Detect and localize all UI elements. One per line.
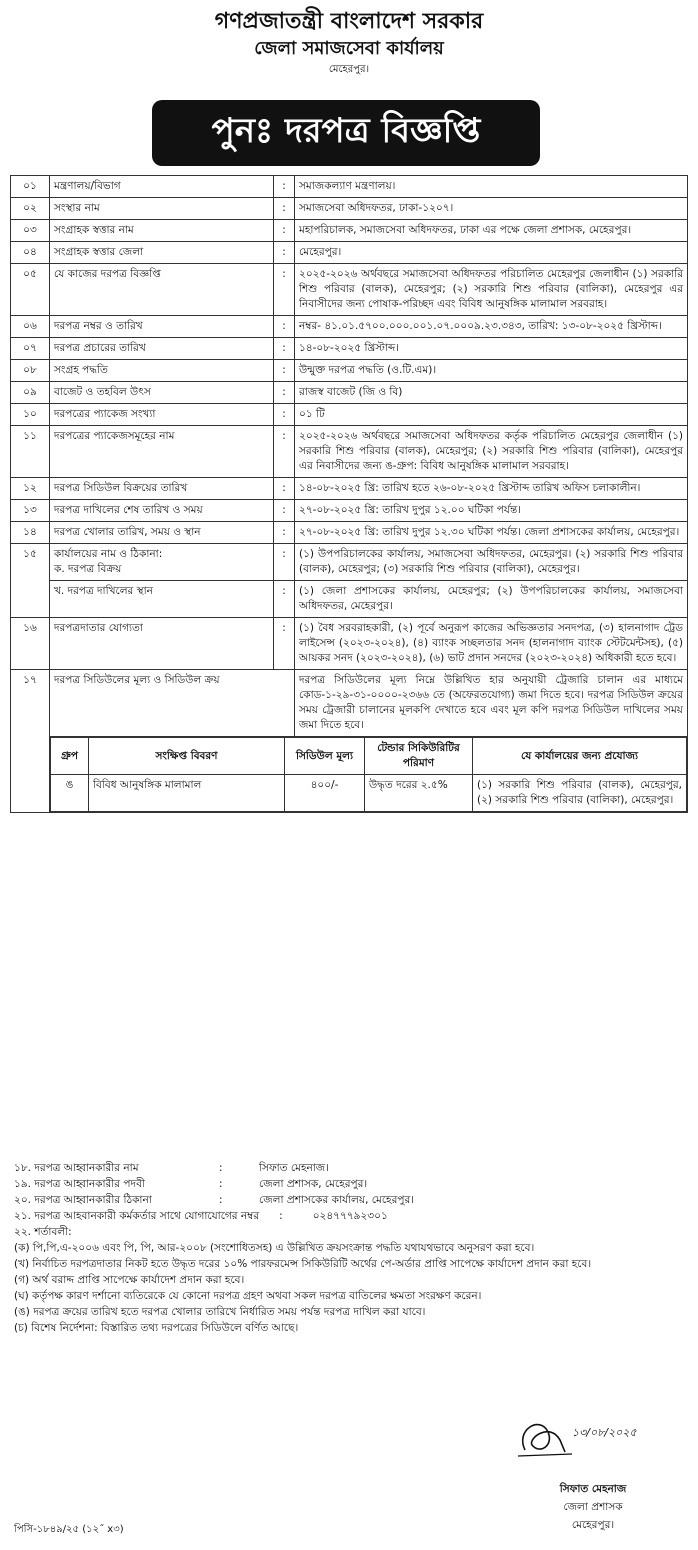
contact-line-c: : xyxy=(219,1178,223,1190)
table-row xyxy=(11,360,688,382)
table-row xyxy=(11,500,688,522)
contact-number-label: ২১. দরপত্র আহবানকারী কর্মকর্তার সাথে যোগাযোগের নম্বর xyxy=(14,1210,260,1222)
condition-item: (খ) নির্বাচিত দরপত্রদাতার নিকট হতে উদ্ধৃত দরের ১০% পারফরমেন্স সিকিউরিটি অর্থের পে-অর্ডার প্রাপ্তি সাপেক্ষে কার্যাদেশ প্রদান করা হবে। xyxy=(14,1258,592,1270)
table-row xyxy=(11,426,688,478)
schedule-cell: ঙ xyxy=(51,775,89,812)
contact-line-v: জেলা প্রশাসক, মেহেরপুর। xyxy=(259,1178,368,1190)
row-value: সমাজসেবা অধিদফতর, ঢাকা-১২০৭। xyxy=(295,198,688,220)
row-value: নম্বর- ৪১.০১.৫৭০০.০০০.০০১.০৭.০০০৯.২৩.৩৪৩, তারিখ: ১৩-০৮-২০২৫ খ্রিস্টাব্দ। xyxy=(295,316,688,338)
signatory-place: মেহেরপুর। xyxy=(571,1519,615,1531)
table-row xyxy=(11,338,688,360)
row-serial: ০৬ xyxy=(11,316,50,338)
row-serial: ০২ xyxy=(11,198,50,220)
table-row-15 xyxy=(11,544,688,581)
condition-item: (গ) অর্থ বরাদ্দ প্রাপ্তি সাপেক্ষে কার্যাদেশ প্রদান করা হবে। xyxy=(14,1274,245,1286)
row-value: ২০২৫-২০২৬ অর্থবছরে সমাজসেবা অধিদফতর পরিচালিত মেহেরপুর জেলাধীন (১) সরকারি শিশু পরিবার (বালক), মেহেরপুর; (২) সরকারি শিশু পরিবার (বালিকা), মেহেরপুর এর নিবাসীদের জন্য পোষাক-পরিচ্ছদ এবং বিবিধ আনুষঙ্গিক মালামাল সরবরাহ। xyxy=(295,264,688,316)
row-value: উন্মুক্ত দরপত্র পদ্ধতি (ও.টি.এম)। xyxy=(295,360,688,382)
contact-number-line xyxy=(14,1208,688,1224)
row-label: দরপত্রের প্যাকেজসমূহের নাম xyxy=(50,426,274,478)
table-row-17-grid xyxy=(11,737,688,813)
row-label: দরপত্র নম্বর ও তারিখ xyxy=(50,316,274,338)
table-row xyxy=(11,198,688,220)
row-label: সংস্থার নাম xyxy=(50,198,274,220)
row-colon: : xyxy=(274,500,295,522)
schedule-cell: (১) সরকারি শিশু পরিবার (বালক), মেহেরপুর, (২) সরকারি শিশু পরিবার (বালিকা), মেহেরপুর। xyxy=(473,775,687,812)
lower-section xyxy=(14,1160,688,1336)
condition-item: (ক) পি,পি,এ-২০০৬ এবং পি, পি, আর-২০০৮ (সংশোধিতসহ) এ উল্লিখিত ক্রয়সংক্রান্ত পদ্ধতি যথাযথভাবে অনুসরণ করা হবে। xyxy=(14,1242,535,1254)
row-colon: : xyxy=(274,382,295,404)
schedule-column-header: যে কার্যালয়ের জন্য প্রযোজ্য xyxy=(473,738,687,775)
row15-label-a: কার্যালয়ের নাম ও ঠিকানা: xyxy=(54,548,163,560)
row-label: দরপত্র সিডিউল বিক্রয়ের তারিখ xyxy=(50,478,274,500)
row-value: মেহেরপুর। xyxy=(295,242,688,264)
table-row xyxy=(11,264,688,316)
row-label: সংগ্রাহক স্বত্তার জেলা xyxy=(50,242,274,264)
row-label: দরপত্রদাতার যোগ্যতা xyxy=(50,618,274,670)
contact-number: ০২৪৭৭৭৯২৩০১ xyxy=(312,1210,388,1222)
row17-value: দরপত্র সিডিউলের মূল্য নিম্নে উল্লিখিত হার অনুযায়ী ট্রেজারি চালান এর মাধ্যমে কোড-১-২৯-৩১-০০০০-২৩৬৬ তে (অফেরতযোগ্য) জমা দিতে হবে। দরপত্র সিডিউল ক্রয়ের সময় ট্রেজারী চালানের মূলকপি দেখাতে হবে এবং মূল কপি দরপত্র সিডিউল দাখিলের সময় জমা দিতে হবে। xyxy=(295,670,688,737)
row-value: ২৭-০৮-২০২৫ খ্রি: তারিখ দুপুর ১২.৩০ ঘটিকা পর্যন্ত। জেলা প্রশাসকের কার্যালয়, মেহেরপুর। xyxy=(295,522,688,544)
table-row xyxy=(11,242,688,264)
table-row xyxy=(11,176,688,198)
row-value: সমাজকল্যাণ মন্ত্রণালয়। xyxy=(295,176,688,198)
conditions-list xyxy=(14,1240,688,1336)
contact-line-k: ১৯. দরপত্র আহ্বানকারীর পদবী xyxy=(14,1178,145,1190)
row-label: দরপত্র সিডিউলের মূল্য ও সিডিউল ক্রয় xyxy=(50,670,295,737)
row-colon: : xyxy=(274,242,295,264)
header xyxy=(0,8,698,78)
row-serial: ১৩ xyxy=(11,500,50,522)
signatory-title: জেলা প্রশাসক xyxy=(563,1501,623,1513)
signature-date: ১৩/০৮/২০২৫ xyxy=(572,1426,637,1439)
table-row-16 xyxy=(11,618,688,670)
office-title: জেলা সমাজসেবা কার্যালয় xyxy=(254,38,444,59)
row-value: ২৭-০৮-২০২৫ খ্রি: তারিখ দুপুর ১২.০০ ঘটিকা পর্যন্ত। xyxy=(295,500,688,522)
table-row-15b xyxy=(11,581,688,618)
row-colon: : xyxy=(274,316,295,338)
contact-line-k: ২০. দরপত্র আহ্বানকারীর ঠিকানা xyxy=(14,1194,152,1206)
office-location: মেহেরপুর। xyxy=(328,64,370,75)
row-label: যে কাজের দরপত্র বিজ্ঞপ্তি xyxy=(50,264,274,316)
row15-value-c: (১) জেলা প্রশাসকের কার্যালয়, মেহেরপুর; (২) উপপরিচালকের কার্যালয়, সমাজসেবা অধিদফতর, মেহেরপুর। xyxy=(295,581,688,618)
condition-item: (ঘ) কর্তৃপক্ষ কারণ দর্শানো ব্যতিরেকে যে কোনো দরপত্র গ্রহণ অথবা সকল দরপত্র বাতিলের ক্ষমতা সংরক্ষণ করেন। xyxy=(14,1290,482,1302)
row-serial: ০৮ xyxy=(11,360,50,382)
row-serial: ০৩ xyxy=(11,220,50,242)
footer-code: পিসি-১৮৪৯/২৫ (১২˝ x৩) xyxy=(14,1524,124,1535)
row-label: দরপত্র খোলার তারিখ, সময় ও স্থান xyxy=(50,522,274,544)
tender-table xyxy=(10,175,688,813)
row-label: দরপত্র প্রচারের তারিখ xyxy=(50,338,274,360)
conditions-title: ২২. শর্তাবলী: xyxy=(14,1226,72,1238)
govt-title: গণপ্রজাতন্ত্রী বাংলাদেশ সরকার xyxy=(214,9,484,34)
schedule-cell: বিবিধ আনুষঙ্গিক মালামাল xyxy=(89,775,285,812)
row-colon: : xyxy=(274,426,295,478)
row-label: মন্ত্রণালয়/বিভাগ xyxy=(50,176,274,198)
row-value: ১৪-০৮-২০২৫ খ্রি: তারিখ হতে ২৬-০৮-২০২৫ খ্রিস্টাব্দ তারিখ অফিস চলাকালীন। xyxy=(295,478,688,500)
contact-line xyxy=(14,1176,688,1192)
contact-line-k: ১৮. দরপত্র আহ্বানকারীর নাম xyxy=(14,1162,139,1174)
schedule-cell: উদ্ধৃত দরের ২.৫% xyxy=(365,775,473,812)
contact-line xyxy=(14,1192,688,1208)
row15-label-c: খ. দরপত্র দাখিলের স্থান xyxy=(50,581,274,618)
schedule-column-header: টেন্ডার সিকিউরিটির পরিমাণ xyxy=(365,738,473,775)
table-row xyxy=(11,404,688,426)
table-row xyxy=(11,220,688,242)
contact-line-c: : xyxy=(219,1194,223,1206)
table-row xyxy=(11,382,688,404)
row-serial: ০৪ xyxy=(11,242,50,264)
row-serial: ০১ xyxy=(11,176,50,198)
signatory-name: সিফাত মেহনাজ xyxy=(559,1483,627,1495)
row-value: মহাপরিচালক, সমাজসেবা অধিদফতর, ঢাকা এর পক্ষে জেলা প্রশাসক, মেহেরপুর। xyxy=(295,220,688,242)
row-serial: ১২ xyxy=(11,478,50,500)
row-colon: : xyxy=(274,264,295,316)
contact-line-v: জেলা প্রশাসকের কার্যালয়, মেহেরপুর। xyxy=(259,1194,414,1206)
condition-item: (ঙ) দরপত্র ক্রয়ের তারিখ হতে দরপত্র খোলার তারিখে নির্ধারিত সময় পর্যন্ত দরপত্র দাখিল করা যাবে। xyxy=(14,1306,426,1318)
row-colon: : xyxy=(274,176,295,198)
table-row xyxy=(11,478,688,500)
table-row xyxy=(11,522,688,544)
schedule-column-header: গ্রুপ xyxy=(51,738,89,775)
row-colon: : xyxy=(274,220,295,242)
row-label: দরপত্র দাখিলের শেষ তারিখ ও সময় xyxy=(50,500,274,522)
contact-line-c: : xyxy=(219,1162,223,1174)
row-value: ০১ টি xyxy=(295,404,688,426)
row-serial: ১০ xyxy=(11,404,50,426)
schedule-row xyxy=(51,775,687,812)
row-serial: ১৪ xyxy=(11,522,50,544)
row-value: রাজস্ব বাজেট (জি ও বি) xyxy=(295,382,688,404)
contact-number-colon: : xyxy=(279,1210,283,1222)
row15-label-b: ক. দরপত্র বিক্রয় xyxy=(54,563,122,575)
row-serial: ০৯ xyxy=(11,382,50,404)
row-colon: : xyxy=(274,404,295,426)
row-serial: ০৫ xyxy=(11,264,50,316)
row-label xyxy=(50,544,274,581)
contact-line xyxy=(14,1160,688,1176)
row-colon: : xyxy=(274,544,295,581)
signatory xyxy=(508,1480,678,1534)
contact-line-v: সিফাত মেহনাজ। xyxy=(259,1162,329,1174)
schedule-price-table xyxy=(50,737,687,812)
row-value: ২০২৫-২০২৬ অর্থবছরে সমাজসেবা অধিদফতর কর্তৃক পরিচালিত মেহেরপুর জেলাধীন (১) সরকারি শিশু পরিবার (বালক), মেহেরপুর; (২) সরকারি শিশু পরিবার (বালিকা), মেহেরপুর এর নিবাসীদের জন্য ঙ-গ্রুপ: বিবিধ আনুষঙ্গিক মালামাল সরবরাহ। xyxy=(295,426,688,478)
row-value: ১৪-০৮-২০২৫ খ্রিস্টাব্দ। xyxy=(295,338,688,360)
row-colon: : xyxy=(274,522,295,544)
notice-banner: পুনঃ দরপত্র বিজ্ঞপ্তি xyxy=(152,100,540,166)
row-label: সংগ্রাহক স্বত্তার নাম xyxy=(50,220,274,242)
row-colon: : xyxy=(274,581,295,618)
row-serial: ১৬ xyxy=(11,618,50,670)
row-colon: : xyxy=(274,338,295,360)
condition-item: (চ) বিশেষ নির্দেশনা: বিস্তারিত তথ্য দরপত্রের সিডিউলে বর্ণিত আছে। xyxy=(14,1322,299,1334)
row-colon: : xyxy=(274,478,295,500)
schedule-cell: ৪০০/- xyxy=(285,775,365,812)
schedule-column-header: সংক্ষিপ্ত বিবরণ xyxy=(89,738,285,775)
row-label: বাজেট ও তহবিল উৎস xyxy=(50,382,274,404)
row-colon: : xyxy=(274,360,295,382)
row-serial: ০৭ xyxy=(11,338,50,360)
row-serial: ১৭ xyxy=(11,670,50,813)
row-serial: ১৫ xyxy=(11,544,50,618)
row-colon: : xyxy=(274,198,295,220)
row-label: সংগ্রহ পদ্ধতি xyxy=(50,360,274,382)
row16-value: (১) বৈধ সরবরাহকারী, (২) পূর্বে অনুরূপ কাজের অভিজ্ঞতার সনদপত্র, (৩) হালনাগাদ ট্রেড লাইসেন্স (২০২৩-২০২৪), (৪) ব্যাংক সচ্ছলতার সনদ (হালনাগাদ ব্যাংক স্টেটমেন্টসহ), (৫) আয়কর সনদ (২০২৩-২০২৪), (৬) ভাট প্রদান সনদের (২০২৩-২০২৪) অধিকারী হতে হবে। xyxy=(295,618,688,670)
table-row xyxy=(11,316,688,338)
row-serial: ১১ xyxy=(11,426,50,478)
signature-block xyxy=(510,1410,680,1468)
table-row-17 xyxy=(11,670,688,737)
row15-value-a: (১) উপপরিচালকের কার্যালয়, সমাজসেবা অধিদফতর, মেহেরপুর। (২) সরকারি শিশু পরিবার (বালক), মেহেরপুর; (৩) সরকারি শিশু পরিবার (বালিকা), মেহেরপুর। xyxy=(295,544,688,581)
row-label: দরপত্রের প্যাকেজ সংখ্যা xyxy=(50,404,274,426)
schedule-column-header: সিডিউল মূল্য xyxy=(285,738,365,775)
row-colon: : xyxy=(274,618,295,670)
